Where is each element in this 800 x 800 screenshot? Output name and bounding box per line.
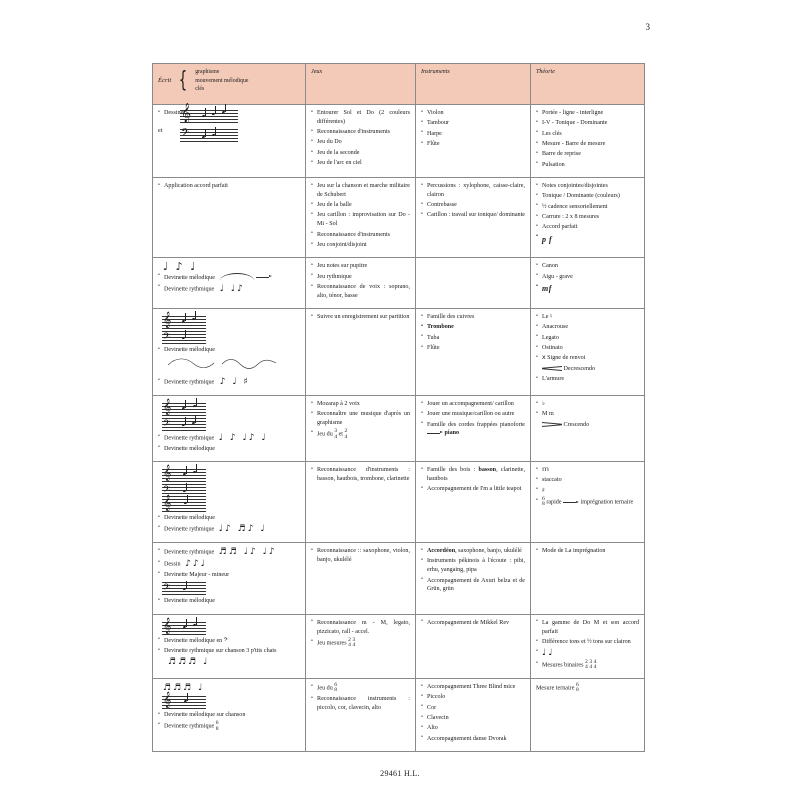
time-signature: • 6 8 (542, 496, 545, 508)
cell-jeux (306, 678, 416, 751)
melodic-contour-icon (220, 273, 254, 282)
treble-clef-icon: 𝄞 (163, 465, 172, 482)
sharp-sign-icon: ♯ (542, 486, 545, 494)
arrow-icon (563, 500, 579, 504)
list-item: • Jeu de la balle (311, 201, 410, 210)
arrow-icon (427, 431, 443, 435)
list-item: • Devinette rythmique 6 8 (158, 721, 300, 731)
list-item: • Clavecin (421, 714, 525, 723)
list-item: • Anacrouse (536, 323, 639, 332)
cell-theorie (531, 395, 645, 461)
bass-clef-icon: 𝄢 (181, 126, 190, 142)
treble-clef-icon: 𝄞 (163, 312, 172, 329)
cell-jeux (306, 177, 416, 257)
list-item (536, 648, 639, 658)
list-item: et (158, 128, 163, 135)
list-item: • Cor (421, 704, 525, 713)
time-signature: 2 4 (584, 658, 588, 671)
bass-clef-icon: 𝄢 (163, 484, 171, 498)
list-item: • Devinette mélodique sur chanson (158, 711, 300, 720)
list-item: • Devinette mélodique (158, 346, 300, 355)
list-item: • Jeu du Do (311, 138, 410, 147)
rhythm-figure: ♩♪ ♬♪ ♩ (218, 524, 267, 535)
list-item: • Différence tons et ½ tons sur clairon (536, 638, 639, 647)
list-item: • Famille des cuivres (421, 313, 525, 322)
list-item: • Jeu rythmique (311, 273, 410, 282)
list-item: • Alto (421, 724, 525, 733)
list-item-label: Devinette rythmique (164, 549, 215, 556)
list-item: • Canon (536, 262, 639, 271)
staff-treble (162, 465, 206, 482)
cell-ecrit (153, 177, 306, 257)
table-row (153, 462, 645, 543)
list-item-label: Devinette rythmique (164, 526, 215, 533)
flat-sign-icon: ♭ (542, 399, 545, 407)
header-ecrit-item-2: clés (195, 86, 205, 93)
staff-bass (162, 484, 206, 498)
table-row (153, 177, 645, 257)
list-item: • Jeu de la seconde (311, 149, 410, 158)
natural-sign-icon: ♮ (549, 313, 553, 321)
list-item: • Instruments pékinois à l'écoute : pibi, erhu, yangaing, pipa (421, 557, 525, 575)
cell-theorie (531, 177, 645, 257)
header-theorie: Théorie (531, 64, 645, 105)
list-item (158, 559, 300, 569)
list-item (158, 284, 300, 294)
list-item: • Accordéon, saxophone, banjo, ukulélé (421, 547, 525, 556)
cell-ecrit (153, 678, 306, 751)
staff-treble-2 (162, 495, 206, 512)
time-signature: 3 4 (352, 636, 356, 649)
time-signature: 6 8 (215, 720, 219, 732)
dynamics-marking: • mf (536, 283, 639, 295)
rhythm-figure: ♪♪♩ (185, 558, 207, 569)
staff-treble (162, 398, 206, 415)
list-item: • Contrebasse (421, 201, 525, 210)
cell-theorie (531, 258, 645, 309)
staff-bass (162, 582, 206, 596)
melodic-contour-icon (166, 356, 300, 374)
time-signature: 2 4 (348, 636, 351, 649)
list-item: • staccato (536, 476, 639, 485)
list-item: • Les clés (536, 130, 639, 139)
list-item: • Devinette mélodique (158, 514, 300, 523)
list-item: • Reconnaissance de voix : soprano, alto, ténor, basse (311, 283, 410, 301)
list-item: Crescendo (536, 421, 639, 430)
list-item: • Reconnaissance d'instruments : basson, hautbois, trombone, clarinette (311, 466, 410, 484)
list-item: • Jouer un accompagnement/ carillon (421, 400, 525, 409)
list-item: • I-V - Tonique - Dominante (536, 119, 639, 128)
list-item: • Jeu du 3 4 et 2 4 (311, 429, 410, 439)
bass-clef-icon: 𝄢 (163, 331, 171, 345)
cell-jeux (306, 395, 416, 461)
list-item: Decrescendo (536, 365, 639, 374)
bass-clef-icon: 𝄢 (223, 636, 228, 644)
list-item: • Reconnaître une musique d'après un graphisme (311, 410, 410, 428)
list-item: • Accompagnement de I'm a little teapot (421, 485, 525, 494)
list-item: • Reconnaissance d'instruments (311, 128, 410, 137)
header-instruments: Instruments (416, 64, 531, 105)
list-item: • Aigu - grave (536, 273, 639, 282)
list-item: • Portée - ligne - interligne (536, 109, 639, 118)
list-item: • Mode de La imprégnation (536, 547, 639, 556)
cell-theorie (531, 614, 645, 678)
list-item: • Jeu carillon : improvisation sur Do - Mi - Sol (311, 211, 410, 229)
list-item: • Jeu conjoint/disjoint (311, 241, 410, 250)
bass-clef-icon: 𝄢 (163, 417, 171, 431)
treble-clef-icon: 𝄞 (163, 398, 172, 415)
treble-clef-icon: 𝄞 (163, 495, 172, 512)
table-row (153, 543, 645, 615)
cell-ecrit (153, 258, 306, 309)
list-item: • Trombone (421, 323, 525, 332)
list-item: • Violon (421, 109, 525, 118)
rhythm-figure: ♪ ♩ ♯ (219, 377, 250, 388)
cell-theorie (531, 105, 645, 178)
time-signature: 6 8 (334, 681, 338, 694)
rhythm-figure: ♩ ♪ ♩♪ ♩ (218, 432, 268, 443)
brace-icon: { (178, 68, 188, 94)
cell-theorie (531, 309, 645, 396)
rhythm-figure: ♬♬♬ ♩ (163, 682, 205, 693)
list-item: • Pulsation (536, 161, 639, 170)
list-item: • Reconnaissance :: saxophone, violon, banjo, ukulélé (311, 547, 410, 565)
table-row (153, 258, 645, 309)
list-item: • Accompagnement de Mikkel Rev (421, 619, 525, 628)
list-item: • Piccolo (421, 693, 525, 702)
list-item-label: Devinette rythmique (164, 379, 215, 386)
list-item: • Jeu notes sur pupitre (311, 262, 410, 271)
list-item: • Tambour (421, 119, 525, 128)
list-item: • Application accord parfait (158, 182, 300, 191)
list-item: • Flûte (421, 344, 525, 353)
list-item (158, 547, 300, 557)
cell-instruments (416, 177, 531, 257)
list-item: • Famille des bois : basson, clarinette, hautbois (421, 466, 525, 484)
cell-jeux (306, 309, 416, 396)
cell-ecrit (153, 105, 306, 178)
list-item: • Tonique / Dominante (couleurs) (536, 192, 639, 201)
footer-text: 29461 H.L. (380, 769, 420, 778)
time-signature: 6 8 (575, 681, 579, 694)
header-jeux: Jeux (306, 64, 416, 105)
list-item: • Devinette mélodique (158, 445, 300, 454)
table-row (153, 309, 645, 396)
rhythm-figure: ♩ ♩♪ (219, 283, 245, 294)
table-header (153, 64, 645, 105)
cell-instruments (416, 678, 531, 751)
rhythm-figure: ♬♬♬ ♩ (168, 657, 210, 668)
cell-theorie (531, 543, 645, 615)
segno-icon: x (542, 354, 546, 362)
list-item: • Le ♮ (536, 313, 639, 322)
time-signature: 4 4 (593, 658, 597, 671)
list-item: • Notes conjointes/disjointes (536, 182, 639, 191)
list-item-label: Devinette rythmique (164, 286, 215, 293)
rhythm-figure: ♩ ♪ ♩ (163, 260, 198, 274)
list-item: • Accord parfait (536, 223, 639, 232)
list-item-label: Devinette rythmique (164, 435, 215, 442)
cell-ecrit (153, 309, 306, 396)
table-row (153, 105, 645, 178)
treble-clef-icon: 𝄞 (163, 692, 172, 709)
cell-instruments (416, 258, 531, 309)
list-item: • M m (536, 410, 639, 419)
header-ecrit-label: Écrit (158, 77, 172, 85)
table-row (153, 395, 645, 461)
list-item: • Devinette mélodique (158, 597, 300, 606)
list-item: • Jeu de l'arc en ciel (311, 159, 410, 168)
table-row (153, 614, 645, 678)
header-ecrit-item-1: mouvement mélodique (195, 77, 249, 84)
list-item: • Barre de reprise (536, 150, 639, 159)
header-ecrit-item-0: graphisme (195, 69, 220, 75)
cell-instruments (416, 543, 531, 615)
staff-bass (162, 331, 206, 345)
diminuendo-icon (542, 366, 562, 371)
list-item: • Suivre un enregistrement sur partition (311, 313, 410, 322)
list-item: • Reconnaissance m - M, legato, pizzicato, rall - accel. (311, 619, 410, 637)
cell-ecrit (153, 462, 306, 543)
list-item: • Jeu sur la chanson et marche militaire de Schubert (311, 182, 410, 200)
list-item: • Devinette rythmique sur chanson 3 p'tits chats (158, 647, 300, 656)
arrow-icon (256, 275, 272, 279)
treble-clef-icon: 𝄞 (181, 103, 192, 124)
list-item (158, 377, 300, 387)
cell-ecrit (153, 614, 306, 678)
list-item (536, 400, 639, 409)
cell-jeux (306, 258, 416, 309)
list-item (158, 524, 300, 534)
list-item (158, 273, 300, 283)
list-item: • Harpe (421, 130, 525, 139)
list-item: • Jouer une musique/carillon ou autre (421, 410, 525, 419)
list-item: • Accompagnement de Axuri belza et de Grün, grün (421, 577, 525, 595)
list-item: • Carrure : 2 x 8 mesures (536, 213, 639, 222)
list-item: • Carillon : travail sur tonique/ dominante (421, 211, 525, 220)
cell-instruments (416, 462, 531, 543)
list-item: • Entourer Sol et Do (2 couleurs différentes) (311, 109, 410, 127)
time-signature: 2 4 (344, 428, 348, 440)
crescendo-icon (542, 422, 562, 427)
page-number: 3 (645, 22, 650, 32)
list-item: • Dessiner (158, 109, 300, 118)
list-item: • Flûte (421, 140, 525, 149)
header-ecrit (153, 64, 306, 105)
fermata-icon: 𝕞 (542, 466, 549, 474)
cell-jeux (306, 105, 416, 178)
cell-jeux (306, 462, 416, 543)
staff-bass (180, 126, 238, 142)
list-item: • La gamme de Do M et son accord parfait (536, 619, 639, 637)
list-item: • 6 8 rapide imprégnation ternaire (536, 497, 639, 507)
list-item: • Accompagnement danse Dvorak (421, 735, 525, 744)
list-item: • Jeu mesures 2 4 3 4 (311, 638, 410, 648)
curriculum-table (152, 63, 645, 752)
list-item: • x Signe de renvoi (536, 354, 639, 363)
rhythm-figure: ♬♬ ♩♪ ♩♪ (218, 547, 277, 558)
list-item: • Reconnaissance d'instruments (311, 231, 410, 240)
staff-bass (162, 418, 206, 429)
time-signature: 3 4 (334, 428, 338, 440)
list-item: • Tuba (421, 334, 525, 343)
list-item: • Jeu du 6 8 (311, 683, 410, 693)
list-item: • Famille des cordes frappées pianoforte piano (421, 421, 525, 439)
list-item: • Percussions : xylophone, caisse-claire, clairon (421, 182, 525, 200)
list-item: • Mesure - Barre de mesure (536, 140, 639, 149)
list-item: • ½ cadence sensoriellement (536, 203, 639, 212)
table-row (153, 678, 645, 751)
staff-treble (162, 617, 206, 634)
list-item: • Legato (536, 334, 639, 343)
cell-instruments (416, 309, 531, 396)
list-item: • Devinette Majeur - mineur (158, 571, 300, 580)
list-item: • Devinette mélodique en 𝄢 (158, 637, 300, 646)
cell-instruments (416, 105, 531, 178)
treble-clef-icon: 𝄞 (163, 617, 172, 634)
list-item-label: Devinette mélodique (164, 274, 215, 281)
bass-clef-icon: 𝄢 (163, 582, 171, 596)
dynamics-marking: • p f (536, 234, 639, 246)
cell-instruments (416, 614, 531, 678)
cell-instruments (416, 395, 531, 461)
staff-treble (180, 103, 238, 124)
list-item (158, 433, 300, 443)
staff-treble (162, 692, 206, 709)
list-item: • Reconnaissance instruments : piccolo, cor, clavecin, alto (311, 695, 410, 713)
cell-theorie (531, 678, 645, 751)
list-item (536, 487, 639, 496)
list-item-label: Dessin (164, 561, 181, 568)
tie-figure-icon: ♩♩ (542, 648, 555, 659)
time-signature: 3 4 (589, 658, 593, 671)
cell-ecrit (153, 395, 306, 461)
list-item: • Mozarap à 2 voix (311, 400, 410, 409)
cell-theorie (531, 462, 645, 543)
cell-jeux (306, 614, 416, 678)
list-item: • Mesures binaires 2 4 3 4 4 4 (536, 660, 639, 670)
list-item: • Accompagnement Three Blind mice (421, 683, 525, 692)
list-item (536, 466, 639, 475)
staff-treble (162, 312, 206, 329)
cell-ecrit (153, 543, 306, 615)
list-item: • Ostinato (536, 344, 639, 353)
list-item: • L'armure (536, 375, 639, 384)
list-item: Mesure ternaire 6 8 (536, 681, 579, 694)
cell-jeux (306, 543, 416, 615)
